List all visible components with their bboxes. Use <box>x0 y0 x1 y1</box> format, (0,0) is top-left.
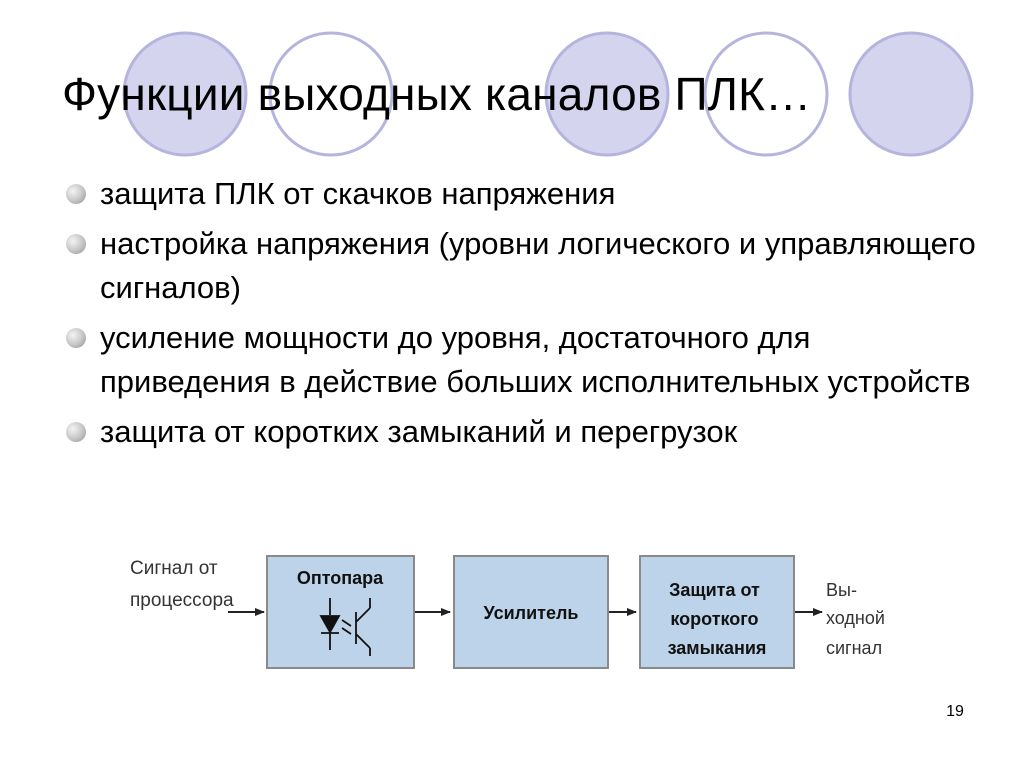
bullet-text: настройка напряжения (уровни логического и управляющего сигналов) <box>100 226 976 305</box>
block-amplifier <box>454 556 608 668</box>
block-short-circuit-protection <box>640 556 794 668</box>
bullet-text: защита ПЛК от скачков напряжения <box>100 176 616 211</box>
block-label: Усилитель <box>483 603 579 623</box>
output-channel-diagram <box>118 540 898 690</box>
bullet-dot-icon <box>66 234 86 254</box>
slide-number: 19 <box>946 703 964 720</box>
bullet-item <box>62 222 982 310</box>
bullet-dot-icon <box>66 328 86 348</box>
bullet-item <box>62 410 982 454</box>
block-optocoupler <box>267 556 414 668</box>
slide-title: Функции выходных каналов ПЛК… <box>62 68 812 120</box>
bullet-item <box>62 172 982 216</box>
output-label: Вы- ходной сигнал <box>826 580 885 658</box>
bullet-text: усиление мощности до уровня, достаточного для приведения в действие больших исполнительных устройств <box>100 320 971 399</box>
bullet-text: защита от коротких замыканий и перегрузок <box>100 414 738 449</box>
block-label: Защита от короткого замыкания <box>667 580 767 658</box>
bullet-list <box>62 172 982 460</box>
block-label: Оптопара <box>296 568 384 588</box>
input-label: Сигнал от процессора <box>130 558 234 611</box>
bullet-item <box>62 316 982 404</box>
bullet-dot-icon <box>66 184 86 204</box>
bullet-dot-icon <box>66 422 86 442</box>
